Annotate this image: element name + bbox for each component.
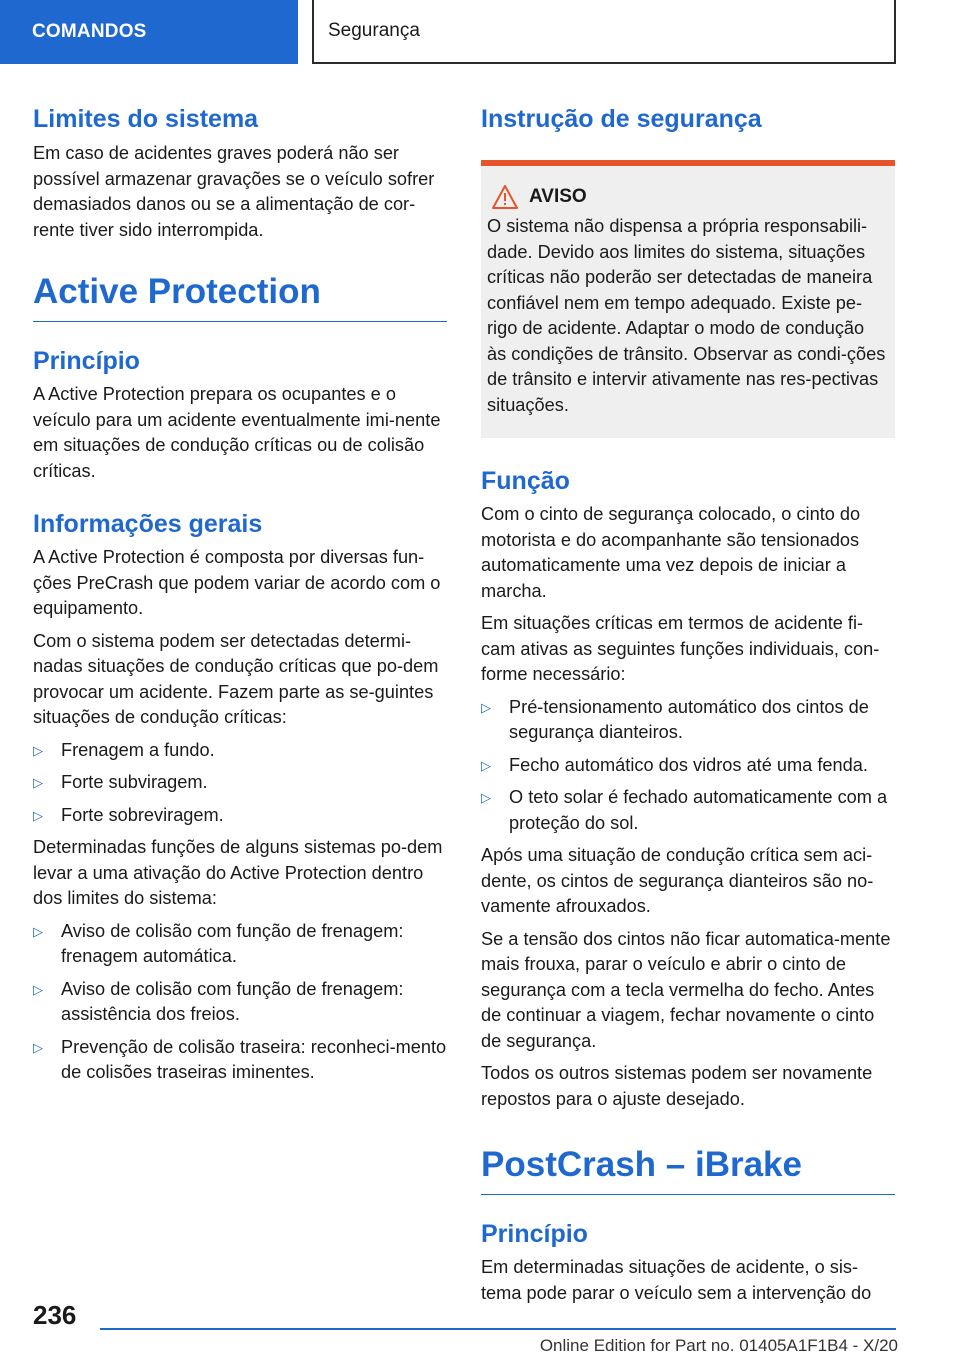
list-item: ▷ Frenagem a fundo. [33, 738, 447, 764]
critical-situations-list [33, 738, 447, 829]
principio2-text: Em determinadas situações de acidente, o sis‐tema pode parar o veículo sem a intervenção do [481, 1257, 872, 1303]
warning-title: AVISO [529, 186, 587, 207]
triangle-bullet-icon: ▷ [33, 923, 43, 939]
triangle-bullet-icon: ▷ [33, 775, 43, 790]
section-title: Segurança [312, 0, 896, 64]
list-item: ▷ Forte subviragem. [33, 770, 447, 796]
list-item: ▷ Forte sobreviragem. [33, 803, 447, 829]
funcao-paragraph-5: Todos os outros sistemas podem ser novamente repostos para o ajuste desejado. [481, 1063, 873, 1109]
info-paragraph-1: A Active Protection é composta por diversas fun‐ções PreCrash que podem variar de acordo com o equipamento. [33, 547, 441, 618]
chapter-tab: COMANDOS [0, 0, 298, 64]
warning-triangle-icon [491, 184, 519, 210]
limites-text: Em caso de acidentes graves poderá não ser possível armazenar gravações se o veículo sofrer demasiados danos ou se a alimentação de cor‐rente tiver sido interrompida. [33, 143, 435, 240]
right-column [481, 100, 895, 1306]
active-protection-title: Active Protection [33, 267, 447, 322]
list-item: ▷ Fecho automático dos vidros até uma fenda. [481, 753, 895, 779]
list-item: ▷ Pré-tensionamento automático dos cintos de segurança dianteiros. [481, 696, 869, 742]
list-item: ▷ Aviso de colisão com função de frenagem: frenagem automática. [33, 920, 404, 966]
system-functions-list [33, 919, 447, 1086]
instrucao-heading: Instrução de segurança [481, 105, 762, 133]
list-item: ▷ Aviso de colisão com função de frenagem: assistência dos freios. [33, 978, 404, 1024]
footer-edition: Online Edition for Part no. 01405A1F1B4 - X/20 [539, 1336, 898, 1355]
funcao-paragraph-4: Se a tensão dos cintos não ficar automatica‐mente mais frouxa, parar o veículo e abrir o cinto de segurança com a tecla vermelha do fecho. Antes de continuar a viagem, fechar novamente o cinto de segurança. [481, 928, 891, 1051]
triangle-bullet-icon: ▷ [481, 790, 491, 805]
triangle-bullet-icon: ▷ [481, 757, 491, 773]
list-item: ▷ O teto solar é fechado automaticamente com a proteção do sol. [481, 787, 888, 833]
warning-text: O sistema não dispensa a própria responsabili‐dade. Devido aos limites do sistema, situações críticas não poderão ser detectadas de maneira confiável nem em tempo adequado. Existe pe‐rigo de acidente. Adaptar o modo de condução às condições de trânsito. Observar as condi‐ções de trânsito e intervir ativamente nas res‐pectivas situações. [487, 216, 886, 415]
postcrash-title: PostCrash – iBrake [481, 1140, 895, 1195]
principio-heading: Princípio [33, 347, 140, 375]
list-item: ▷ Prevenção de colisão traseira: reconheci‐mento de colisões traseiras iminentes. [33, 1036, 447, 1082]
funcao-paragraph-3: Após uma situação de condução crítica sem aci‐dente, os cintos de segurança dianteiros são no‐vamente afrouxados. [481, 845, 874, 916]
individual-functions-list [481, 695, 895, 837]
principio2-heading: Princípio [481, 1220, 588, 1248]
principio-text: A Active Protection prepara os ocupantes e o veículo para um acidente eventualmente imi‐nente em situações de condução críticas ou de colisão críticas. [33, 384, 441, 481]
info-paragraph-2: Com o sistema podem ser detectadas determi‐nadas situações de condução críticas que po‐dem provocar um acidente. Fazem parte as se‐guintes situações de condução críticas: [33, 630, 439, 727]
funcao-paragraph-1: Com o cinto de segurança colocado, o cinto do motorista e do acompanhante são tensionados automaticamente uma vez depois de iniciar a marcha. [481, 504, 861, 601]
funcao-heading: Função [481, 467, 570, 495]
triangle-bullet-icon: ▷ [481, 699, 491, 715]
triangle-bullet-icon: ▷ [33, 1039, 43, 1055]
warning-box [481, 160, 895, 438]
footer-divider [100, 1328, 896, 1330]
left-column [33, 100, 447, 1086]
triangle-bullet-icon: ▷ [33, 807, 43, 823]
warning-header [487, 184, 887, 210]
triangle-bullet-icon: ▷ [33, 742, 43, 758]
page-number: 236 [33, 1300, 77, 1330]
info-heading: Informações gerais [33, 510, 263, 538]
info-paragraph-3: Determinadas funções de alguns sistemas po‐dem levar a uma ativação do Active Protection dentro dos limites do sistema: [33, 837, 443, 908]
limites-heading: Limites do sistema [33, 105, 259, 133]
funcao-paragraph-2: Em situações críticas em termos de acidente fi‐cam ativas as seguintes funções individuais, con‐forme necessário: [481, 613, 880, 684]
triangle-bullet-icon: ▷ [33, 981, 43, 997]
